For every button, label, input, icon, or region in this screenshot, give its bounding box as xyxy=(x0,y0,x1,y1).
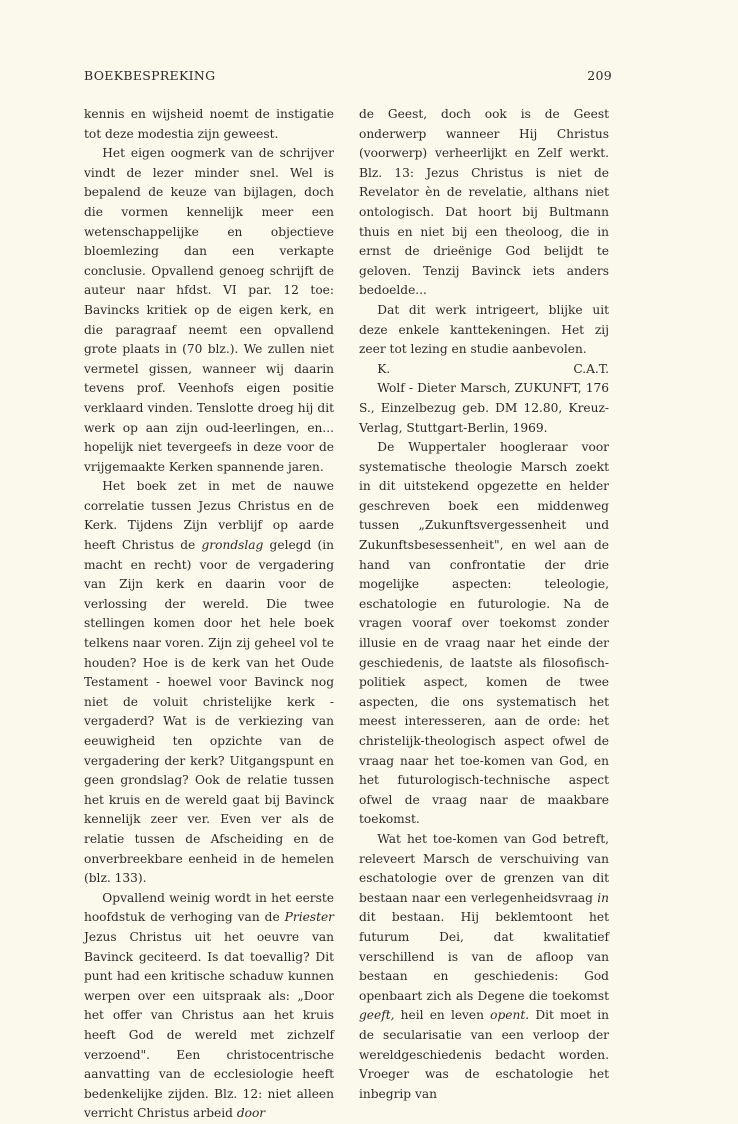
emphasis: geeft, xyxy=(359,1008,395,1023)
paragraph xyxy=(359,830,609,1104)
paragraph xyxy=(84,889,334,1124)
text-run: Opvallend weinig wordt in het eerste hoofdstuk de verhoging van de xyxy=(84,890,334,925)
text-run: gelegd (in macht en recht) voor de vergadering van Zijn kerk en daarin voor de verlossing der wereld. Die twee stellingen komen door het hele boek telkens naar voren. Zijn zij geheel vol te houden? Hoe is de kerk van het Oude Testament - hoewel voor Bavinck nog niet de voluit christelijke kerk - vergaderd? Wat is de verkiezing van eeuwigheid ten opzichte van de vergadering der kerk? Uitgangspunt en geen grondslag? Ook de relatie tussen het kruis en de wereld gaat bij Bavinck kennelijk zeer ver. Even ver als de relatie tussen de Afscheiding en de onverbreekbare eenheid in de hemelen (blz. 133). xyxy=(84,538,334,886)
page-number: 209 xyxy=(587,68,612,83)
emphasis: grondslag xyxy=(201,538,264,553)
text-run: Dit moet in de secularisatie van een verloop der wereldgeschiedenis bedacht worden. Vroeger was de eschatologie het inbegrip van xyxy=(359,1008,609,1101)
signature-line xyxy=(359,360,609,380)
right-column xyxy=(359,105,609,1104)
text-run: Jezus Christus uit het oeuvre van Bavinck geciteerd. Is dat toevallig? Dit punt had een kritische schaduw kunnen werpen over een uitspraak als: „Door het offer van Christus aan het kruis heeft God de wereld met zichzelf verzoend". Een christocentrische aanvatting van de ecclesiologie heeft bedenkelijke zijden. Blz. 12: niet alleen verricht Christus arbeid xyxy=(84,929,334,1121)
running-header xyxy=(84,68,612,83)
text-run: heil en leven xyxy=(394,1008,491,1023)
paragraph: De Wuppertaler hoogleraar voor systematische theologie Marsch zoekt in dit uitstekend opgezette en helder geschreven boek een middenweg tussen „Zukunftsvergessenheit und Zukunftsbesessenheit", en wel aan de hand van confrontatie der drie mogelijke aspecten: teleologie, eschatologie en futurologie. Na de vragen vooraf over toekomst zonder illusie en de vraag naar het einde der geschiedenis, de laatste als filosofisch-politiek aspect, komen de twee aspecten, die ons systematisch het meest interesseren, aan de orde: het christelijk-theologisch aspect ofwel de vraag naar het toe-komen van God, en het futurologisch-technische aspect ofwel de vraag naar de maakbare toekomst. xyxy=(359,440,609,827)
paragraph: kennis en wijsheid noemt de instigatie tot deze modestia zijn geweest. xyxy=(84,107,334,141)
left-column xyxy=(84,105,334,1124)
emphasis: in xyxy=(597,890,609,905)
signature-author: C.A.T. xyxy=(573,361,609,376)
book-reference: Wolf - Dieter Marsch, ZUKUNFT, 176 S., Einzelbezug geb. DM 12.80, Kreuz-Verlag, Stuttgart-Berlin, 1969. xyxy=(359,381,609,435)
paragraph: de Geest, doch ook is de Geest onderwerp wanneer Hij Christus (voorwerp) verheerlijkt en Zelf werkt. Blz. 13: Jezus Christus is niet de Revelator èn de revelatie, althans niet ontologisch. Dat hoort bij Bultmann thuis en niet bij een theoloog, die in ernst de drieënige God belijdt te geloven. Tenzij Bavinck iets anders bedoelde... xyxy=(359,107,609,298)
emphasis: door xyxy=(236,1106,266,1121)
paragraph: Dat dit werk intrigeert, blijke uit deze enkele kanttekeningen. Het zij zeer tot lezing en studie aanbevolen. xyxy=(359,302,609,357)
emphasis: Priester xyxy=(284,910,334,925)
text-run: Wat het toe-komen van God betreft, releveert Marsch de verschuiving van eschatologie over de grenzen van dit bestaan naar een verlegenheidsvraag xyxy=(359,831,609,905)
signature-initial: K. xyxy=(377,361,391,376)
running-title: BOEKBESPREKING xyxy=(84,68,216,83)
text-run: dit bestaan. Hij beklemtoont het futurum Dei, dat kwalitatief verschillend is van de afloop van bestaan en geschiedenis: God openbaart zich als Degene die toekomst xyxy=(359,910,609,1003)
emphasis: opent. xyxy=(490,1008,530,1023)
text-run: Het boek zet in met de nauwe correlatie tussen Jezus Christus en de Kerk. Tijdens Zijn verblijf op aarde heeft Christus de xyxy=(84,479,334,553)
paragraph xyxy=(84,477,334,888)
paragraph: Het eigen oogmerk van de schrijver vindt de lezer minder snel. Wel is bepalend de keuze van bijlagen, doch die vormen kennelijk meer een wetenschappelijke en objectieve bloemlezing dan een verkapte conclusie. Opvallend genoeg schrijft de auteur naar hfdst. VI par. 12 toe: Bavincks kritiek op de eigen kerk, en die paragraaf neemt een opvallend grote plaats in (70 blz.). We zullen niet vermetel gissen, wanneer wij daarin tevens prof. Veenhofs eigen positie verklaard vinden. Tenslotte droeg hij dit werk op aan zijn oud-leerlingen, en... hopelijk niet tevergeefs in deze voor de vrijgemaakte Kerken spannende jaren. xyxy=(84,146,334,474)
